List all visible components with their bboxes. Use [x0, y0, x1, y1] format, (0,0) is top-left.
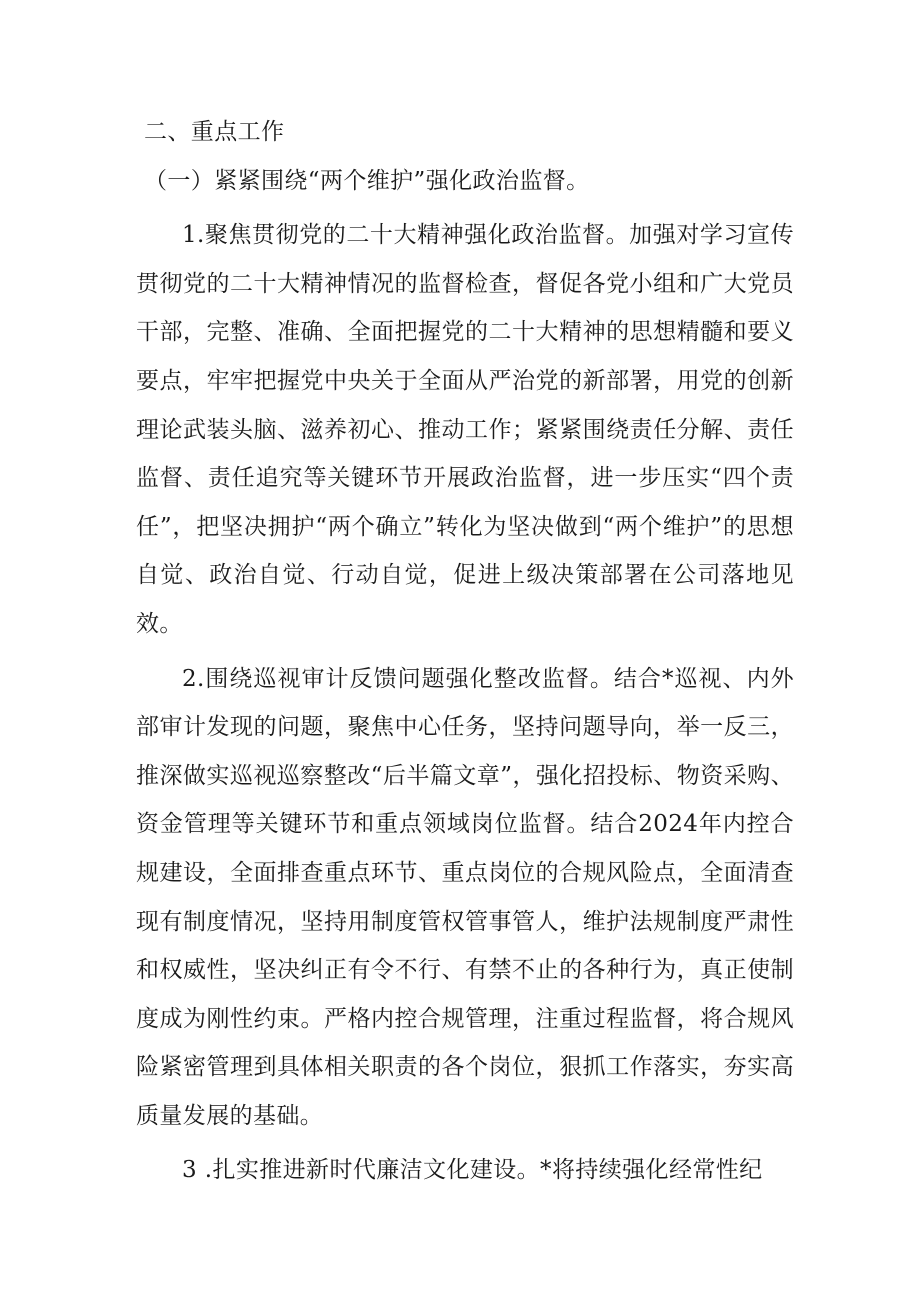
document-body [136, 108, 794, 1201]
paragraph-2: 2.围绕巡视审计反馈问题强化整改监督。结合*巡视、内外部审计发现的问题，聚焦中心任务，坚持问题导向，举一反三，推深做实巡视巡察整改“后半篇文章”，强化招投标、物资采购、资金管理等关键环节和重点领域岗位监督。结合2024年内控合规建设，全面排查重点环节、重点岗位的合规风险点，全面清查现有制度情况，坚持用制度管权管事管人，维护法规制度严肃性和权威性，坚决纠正有令不行、有禁不止的各种行为，真正使制度成为刚性约束。严格内控合规管理，注重过程监督，将合规风险紧密管理到具体相关职责的各个岗位，狠抓工作落实，夯实高质量发展的基础。 [136, 665, 794, 1129]
paragraph-3: 3 .扎实推进新时代廉洁文化建设。*将持续强化经常性纪 [182, 1157, 763, 1184]
section-heading: 二、重点工作 [144, 119, 285, 145]
subsection-heading: （一）紧紧围绕“两个维护”强化政治监督。 [144, 167, 590, 194]
paragraph-1: 1.聚焦贯彻党的二十大精神强化政治监督。加强对学习宣传贯彻党的二十大精神情况的监督检查，督促各党小组和广大党员干部，完整、准确、全面把握党的二十大精神的思想精髓和要义要点，牢牢把握党中央关于全面从严治党的新部署，用党的创新理论武装头脑、滋养初心、推动工作；紧紧围绕责任分解、责任监督、责任追究等关键环节开展政治监督，进一步压实“四个责任”，把坚决拥护“两个确立”转化为坚决做到“两个维护”的思想自觉、政治自觉、行动自觉，促进上级决策部署在公司落地见效。 [136, 222, 794, 637]
